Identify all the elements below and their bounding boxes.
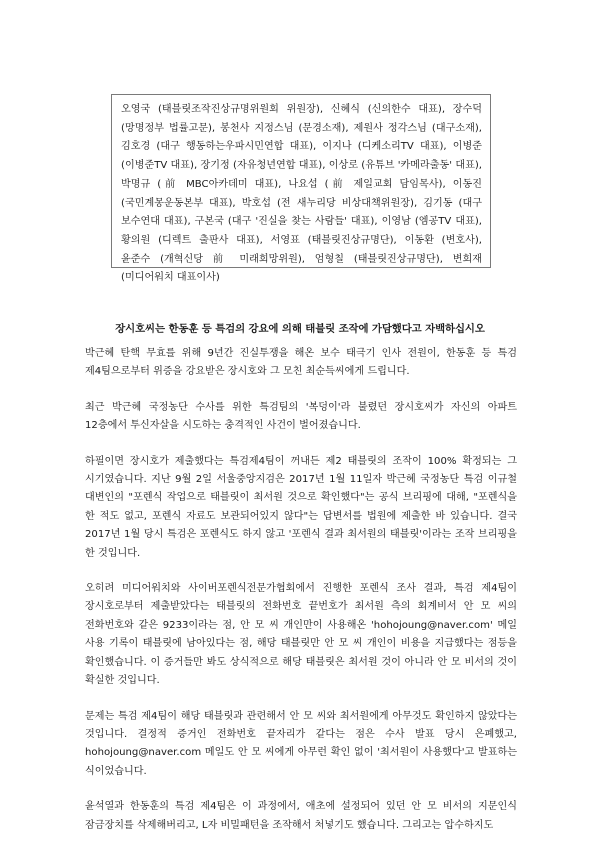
paragraph-4: 오히려 미디어워치와 사이버포렌식전문가협회에서 진행한 포렌식 조사 결과, 특검 제4팀이 장시호로부터 제출받았다는 태블릿의 전화번호 끝번호가 최서원 측의 회계비서 안 모 씨의 전화번호와 같은 9233이라는 점, 안 모 씨 개인만이 사용해온 'hohojoung@naver.com' 메일 사용 기록이 태블릿에 남아있다는 점, 해당 태블릿만 안 모 씨 개인이 비용을 지급했다는 점등을 확인했습니다. 이 증거들만 봐도 상식적으로 해당 태블릿은 최서원 것이 아니라 안 모 비서의 것이 확실한 것입니다. [85, 583, 517, 687]
paragraph-2: 최근 박근혜 국정농단 수사를 위한 특검팀의 '복덩이'라 불렸던 장시호씨가 자신의 아파트 12층에서 투신자살을 시도하는 충격적인 사건이 벌어졌습니다. [85, 401, 517, 432]
paragraph-1: 박근혜 탄핵 무효를 위해 9년간 진실투쟁을 해온 보수 태극기 인사 전원이, 한동훈 등 특검 제4팀으로부터 위증을 강요받은 장시호와 그 모친 최순득씨에게 드립니다. [85, 348, 517, 378]
letter-body [85, 345, 517, 835]
paragraph-6: 윤석열과 한동훈의 특검 제4팀은 이 과정에서, 애초에 설정되어 있던 안 모 비서의 지문인식 잠금장치를 삭제해버리고, L자 비밀패턴을 조작해서 처넣기도 했습니다. 그리고는 압수하지도 [85, 801, 517, 831]
paragraph-5: 문제는 특검 제4팀이 해당 태블릿과 관련해서 안 모 씨와 최서원에게 아무것도 확인하지 않았다는 것입니다. 결정적 증거인 전화번호 끝자리가 같다는 점은 수사 발표 당시 은폐했고, hohojoung@naver.com 메일도 안 모 씨에게 아무런 확인 없이 '최서원이 사용했다'고 발표하는 식이었습니다. [85, 710, 517, 777]
headline: 장시호씨는 한동훈 등 특검의 강요에 의해 태블릿 조작에 가담했다고 자백하십시오 [115, 323, 485, 335]
signers-list: 오영국 (태블릿조작진상규명위원회 위원장), 신혜식 (신의한수 대표), 장수덕 (망명정부 법률고문), 봉천사 지정스님 (문경소재), 제원사 정각스님 (대구소재), 김호경 (대구 행동하는우파시민연합 대표), 이지나 (디케소리TV 대표), 이병준 (이병준TV 대표), 장기정 (자유청년연합 대표), 이상로 (유튜브 '카메라출동' 대표), 박명규 (前 MBC아카데미 대표), 나요섭 (前 제일교회 담임목사), 이동진 (국민계몽운동본부 대표), 박호섭 (전 새누리당 비상대책위원장), 김기동 (대구 보수연대 대표), 구본국 (대구 '진실을 찾는 사람들' 대표), 이영남 (엠공TV 대표), 황의원 (디렉트 출판사 대표), 서영표 (태블릿진상규명단), 이동환 (변호사), 윤준수 (개혁신당 前 미래희망위원), 엄형칠 (태블릿진상규명단), 변희재 (미디어워치 대표이사) [121, 104, 482, 284]
signers-box [111, 94, 491, 284]
paragraph-3: 하필이면 장시호가 제출했다는 특검제4팀이 꺼내든 제2 태블릿의 조작이 100% 확정되는 그 시기였습니다. 지난 9월 2일 서울중앙지검은 2017년 1월 11일자 박근혜 국정농단 특검 이규철 대변인의 "포렌식 작업으로 태블릿이 최서원 것으로 확인했다"는 공식 브리핑에 대해, "포렌식을 한 적도 없고, 포렌식 자료도 보관되어있지 않다"는 답변서를 법원에 제출한 바 있습니다. 결국 2017년 1월 당시 특검은 포렌식도 하지 않고 '포렌식 결과 최서원의 태블릿'이라는 조작 브리핑을 한 것입니다. [85, 455, 517, 559]
